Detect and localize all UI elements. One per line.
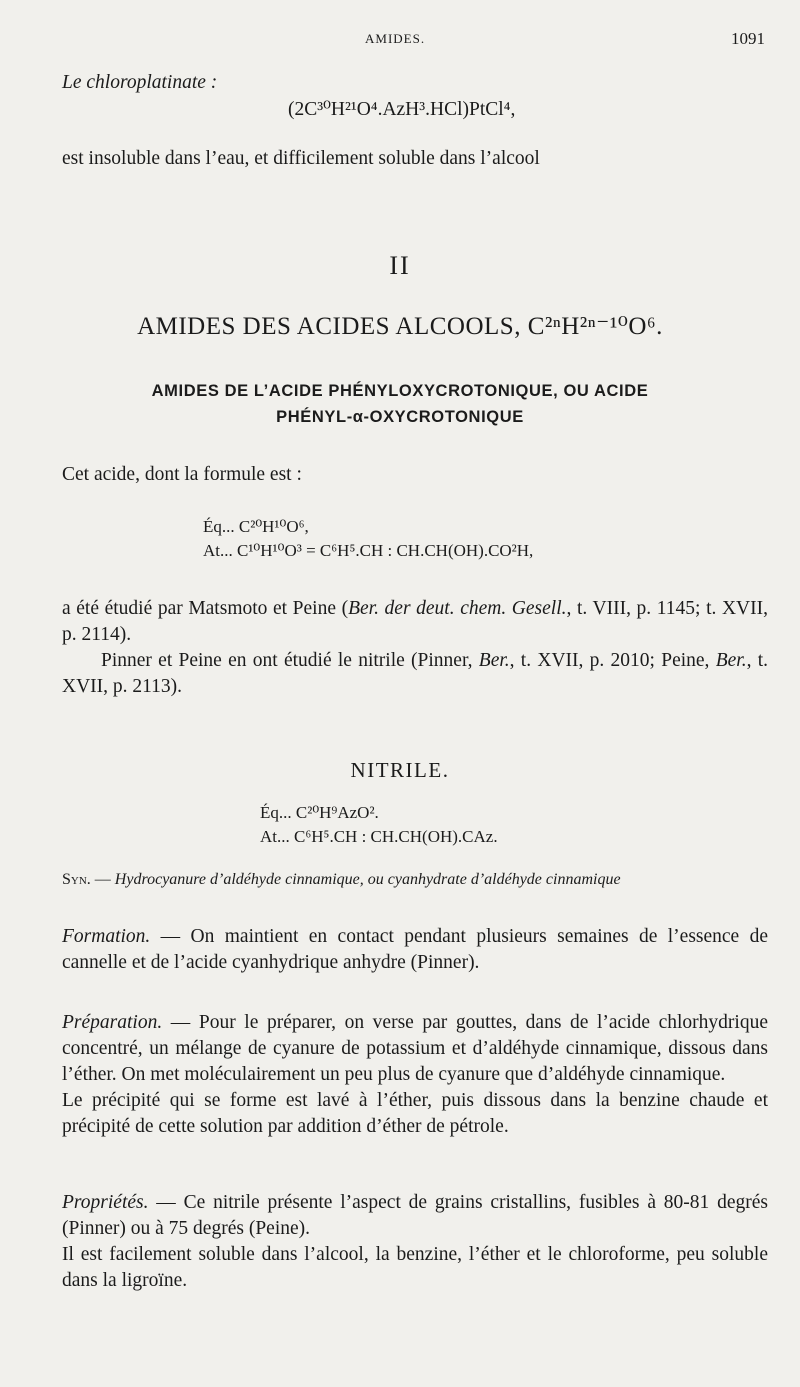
- subsection-title-line2: PHÉNYL-α-OXYCROTONIQUE: [276, 408, 524, 426]
- acid-formula-at: At... C¹⁰H¹⁰O³ = C⁶H⁵.CH : CH.CH(OH).CO²H,: [203, 541, 534, 560]
- section-number: II: [389, 251, 411, 280]
- page-number: 1091: [731, 29, 765, 48]
- nitrile-heading: NITRILE.: [350, 758, 450, 782]
- acid-studied-reference: Ber. der deut. chem. Gesell.: [348, 598, 567, 619]
- nitrile-study-ref-1: Ber.: [478, 650, 510, 671]
- synonyms-line: [62, 871, 621, 889]
- nitrile-formula-eq: Éq... C²⁰H⁹AzO².: [260, 803, 379, 822]
- acid-studied-post: , t. VIII, p. 1145; t. XVII, p. 2114).: [62, 598, 768, 645]
- properties-label: Propriétés.: [62, 1192, 149, 1213]
- acid-intro: Cet acide, dont la formule est :: [62, 464, 302, 485]
- properties-text-1: — Ce nitrile présente l’aspect de grains cristallins, fusibles à 80-81 degrés (Pinner) ou à 75 degrés (Peine).: [62, 1192, 768, 1239]
- acid-studied-paragraph: [62, 596, 768, 648]
- acid-nitrile-paragraph: [62, 648, 768, 700]
- section-title: AMIDES DES ACIDES ALCOOLS, C²ⁿH²ⁿ⁻¹⁰O⁶.: [137, 313, 663, 340]
- properties-text-2: Il est facilement soluble dans l’alcool, la benzine, l’éther et le chloroforme, peu soluble dans la ligroïne.: [62, 1244, 768, 1291]
- chloroplatinate-label: Le chloroplatinate :: [62, 72, 218, 93]
- preparation-text-2: Le précipité qui se forme est lavé à l’éther, puis dissous dans la benzine chaude et précipité de cette solution par addition d’éther de pétrole.: [62, 1090, 768, 1137]
- acid-formula-eq: Éq... C²⁰H¹⁰O⁶,: [203, 517, 309, 536]
- formation-text: — On maintient en contact pendant plusieurs semaines de l’essence de cannelle et de l’acide cyanhydrique anhydre (Pinner).: [62, 926, 768, 973]
- acid-studied-pre: a été étudié par Matsmoto et Peine (: [62, 598, 349, 619]
- subsection-title-line1: AMIDES DE L’ACIDE PHÉNYLOXYCROTONIQUE, OU ACIDE: [151, 382, 649, 400]
- synonyms-text: Hydrocyanure d’aldéhyde cinnamique, ou cyanhydrate d’aldéhyde cinnamique: [114, 871, 621, 888]
- formation-label: Formation.: [62, 926, 151, 947]
- nitrile-study-ref-2: Ber.: [715, 650, 747, 671]
- preparation-text-1: — Pour le préparer, on verse par gouttes, dans de l’acide chlorhydrique concentré, un mélange de cyanure de potassium et d’aldéhyde cinnamique, dissous dans l’éther. On met moléculairement un peu plus de cyanure que d’aldéhyde cinnamique.: [62, 1012, 768, 1085]
- nitrile-study-pre: Pinner et Peine en ont étudié le nitrile (Pinner,: [101, 650, 479, 671]
- running-title: AMIDES.: [365, 31, 426, 46]
- nitrile-study-mid: , t. XVII, p. 2010; Peine,: [509, 650, 716, 671]
- formation-paragraph: [62, 924, 768, 976]
- preparation-label: Préparation.: [62, 1012, 163, 1033]
- chloroplatinate-formula: (2C³⁰H²¹O⁴.AzH³.HCl)PtCl⁴,: [288, 99, 516, 120]
- nitrile-formula-at: At... C⁶H⁵.CH : CH.CH(OH).CAz.: [260, 827, 498, 846]
- preparation-paragraph: [62, 1010, 768, 1140]
- properties-paragraph: [62, 1190, 768, 1294]
- synonyms-label: Syn.: [62, 871, 91, 888]
- chloroplatinate-text: est insoluble dans l’eau, et difficilement soluble dans l’alcool: [62, 148, 540, 169]
- synonyms-dash: —: [90, 871, 115, 888]
- nitrile-study-post: , t. XVII, p. 2113).: [62, 650, 769, 697]
